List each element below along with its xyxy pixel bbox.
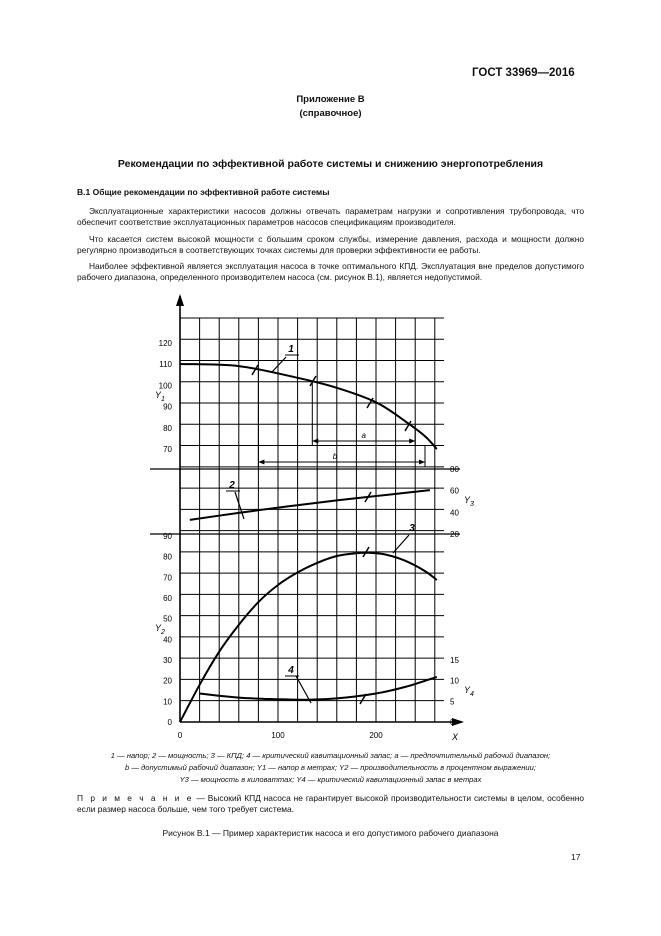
curve-2 [190,490,430,520]
y1-tick-label: 70 [163,445,172,454]
chart-grid [180,318,444,722]
curve-1 [180,364,437,449]
section-heading: В.1 Общие рекомендации по эффективной работе системы [77,187,330,197]
y3-tick-label: 80 [450,465,459,474]
x-axis-label: X [452,732,459,742]
appendix-subtitle: (справочное) [299,108,362,119]
y2-tick-label: 30 [163,656,172,665]
y3-tick-label: 40 [450,508,459,518]
y1-tick-label: 100 [158,381,172,391]
y4-axis-label: $Y_4$ [464,685,474,698]
legend-line-2: b — допустимый рабочий диапазон; Y1 — напор в метрах; Y2 — производительность в процентном выражении; [125,763,536,772]
chart-ticks [155,339,474,742]
chart-axes [150,294,464,726]
curve-label-2: 2 [229,480,235,491]
paragraph-3: Наиболее эффективной является эксплуатация насоса в точке оптимального КПД. Эксплуатация вне пределов допустимого рабочего диапазона, определенного производителем насоса (см. рисунок В.1), является недопустимой. [77,261,584,283]
y3-axis-label-subscript: 3 [470,501,474,508]
y4-tick-label: 5 [450,697,455,707]
curve-label-4: 4 [288,665,294,676]
y4-tick-label: 0 [450,718,455,727]
y3-tick-label: 60 [450,486,459,496]
y1-tick-label: 110 [159,360,172,369]
y4-tick-label: 15 [450,656,459,665]
y2-tick-label: 70 [163,573,172,583]
x-tick-label: 100 [271,731,285,740]
y4-tick-label: 10 [450,676,459,686]
y2-tick-label: 80 [163,552,172,562]
y1-axis-label-subscript: 1 [161,396,165,403]
paragraph-1: Эксплуатационные характеристики насосов должны отвечать параметрам нагрузки и сопротивления трубопровода, что обеспечит соответствие эксплуатационных параметров насосов спецификациям производителя. [77,206,584,228]
y2-tick-label: 60 [163,594,172,603]
y4-axis-label-subscript: 4 [470,691,474,698]
curve-label-1: 1 [288,344,294,355]
appendix-title: Приложение В [296,94,365,105]
y-axis-arrow [176,294,184,306]
curve-leader-line [272,357,286,372]
curve-4 [200,677,437,700]
y3-tick-label: 20 [450,530,459,539]
range-a-label: a [361,431,366,440]
x-tick-label: 0 [177,731,183,740]
y1-axis-label: $Y_1$ [155,390,165,403]
x-tick-label: 200 [369,731,383,740]
y2-axis-label-subscript: 2 [161,629,165,636]
y1-tick-label: 120 [158,338,172,348]
standard-number: ГОСТ 33969—2016 [472,67,575,79]
paragraph-2: Что касается систем высокой мощности с большим сроком службы, измерение давления, расхода и мощности должно регулярно производиться в соответствующих точках системы для проверки эффективности ее работы. [77,234,584,256]
y2-tick-label: 50 [163,614,172,624]
y1-tick-label: 80 [163,423,172,433]
y2-tick-label: 40 [163,635,172,645]
y2-tick-label: 10 [163,697,172,707]
note-text: — Высокий КПД насоса не гарантирует высокой производительности системы в целом, особенно если размер насоса больше, чем того требует система. [77,793,584,815]
y2-tick-label: 0 [167,718,172,727]
y2-axis-label: $Y_2$ [155,623,165,636]
y1-tick-label: 90 [163,402,172,412]
note-label: П р и м е ч а н и е [77,793,194,803]
y2-tick-label: 20 [163,676,172,686]
legend-line-1: 1 — напор; 2 — мощность; 3 — КПД; 4 — критический кавитационный запас; a — предпочтительный рабочий диапазон; [110,751,551,760]
legend-line-3: Y3 — мощность в киловаттах; Y4 — критический кавитационный запас в метрах [179,775,482,784]
y2-tick-label: 90 [163,532,172,541]
figure-note [77,793,584,815]
main-title: Рекомендации по эффективной работе системы и снижению энергопотребления [117,158,544,170]
curve-label-3: 3 [409,523,415,534]
curve-leader-line [235,492,244,519]
page-number: 17 [571,852,581,862]
figure-caption: Рисунок В.1 — Пример характеристик насоса и его допустимого рабочего диапазона [162,828,499,838]
y3-axis-label: $Y_3$ [464,495,474,508]
range-b-label: b [332,452,338,461]
chart-series [180,364,437,722]
